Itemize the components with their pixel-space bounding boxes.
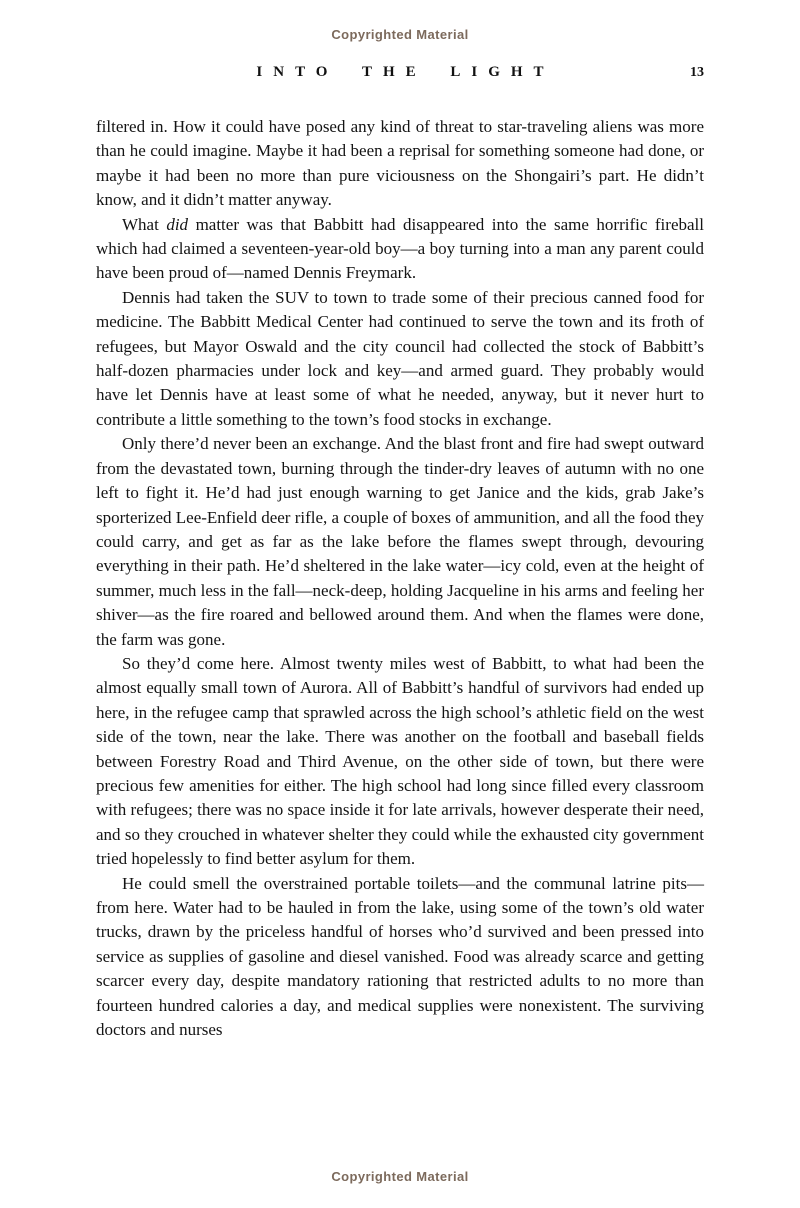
paragraph [96, 652, 704, 872]
text-run: matter was that Babbitt had disappeared into the same horrific fireball which had claimed a seventeen-year-old boy—a boy turning into a man any parent could have been proud of—named Dennis Freymark. [96, 214, 704, 283]
copyright-notice-top: Copyrighted Material [331, 27, 469, 42]
running-title: INTO THE LIGHT [256, 64, 555, 80]
page-header [0, 64, 800, 84]
paragraph [96, 213, 704, 286]
text-run: He could smell the overstrained portable toilets—and the communal latrine pits—from here. Water had to be hauled in from the lake, using some of the town’s old water trucks, drawn by the priceless handful of horses who’d survived and been pressed into service as supplies of gasoline and diesel vanished. Food was already scarce and getting scarcer every day, despite mandatory rationing that restricted adults to no more than fourteen hundred calories a day, and medical supplies were nonexistent. The surviving doctors and nurses [96, 873, 704, 1040]
page-number: 13 [690, 65, 704, 80]
text-run: What [122, 214, 167, 234]
paragraph [96, 115, 704, 213]
paragraph [96, 286, 704, 432]
text-run: Only there’d never been an exchange. And the blast front and fire had swept outward from the devastated town, burning through the tinder-dry leaves of autumn with no one left to fight it. He’d had just enough warning to get Janice and the kids, grab Jake’s sporterized Lee-Enfield deer rifle, a couple of boxes of ammunition, and all the food they could carry, and get as far as the lake before the flames swept through, devouring everything in their path. He’d sheltered in the lake water—icy cold, even at the height of summer, much less in the fall—neck-deep, holding Jacqueline in his arms and feeling her shiver—as the fire roared and bellowed around them. And when the flames were done, the farm was gone. [96, 434, 704, 649]
copyright-notice-bottom: Copyrighted Material [331, 1169, 469, 1184]
text-run: Dennis had taken the SUV to town to trade some of their precious canned food for medicine. The Babbitt Medical Center had continued to serve the town and its froth of refugees, but Mayor Oswald and the city council had collected the stock of Babbitt’s half-dozen pharmacies under lock and key—and armed guard. They probably would have let Dennis have at least some of what he needed, anyway, but it never hurt to contribute a little something to the town’s food stocks in exchange. [96, 287, 704, 429]
text-run: So they’d come here. Almost twenty miles west of Babbitt, to what had been the almost equally small town of Aurora. All of Babbitt’s handful of survivors had ended up here, in the refugee camp that sprawled across the high school’s athletic field on the west side of the town, near the lake. There was another on the football and baseball fields between Forestry Road and Third Avenue, on the other side of town, but there were precious few amenities for either. The high school had long since filled every classroom with refugees; there was no space inside it for late arrivals, however desperate their need, and so they crouched in whatever shelter they could while the exhausted city government tried hopelessly to find better asylum for them. [96, 653, 704, 869]
body-text [96, 115, 704, 1042]
text-run: filtered in. How it could have posed any kind of threat to star-traveling aliens was more than he could imagine. Maybe it had been a reprisal for something someone had done, or maybe it had been no more than pure viciousness on the Shongairi’s part. He didn’t know, and it didn’t matter anyway. [96, 117, 704, 210]
italic-text-run: did [166, 214, 189, 234]
paragraph [96, 432, 704, 652]
paragraph [96, 872, 704, 1043]
